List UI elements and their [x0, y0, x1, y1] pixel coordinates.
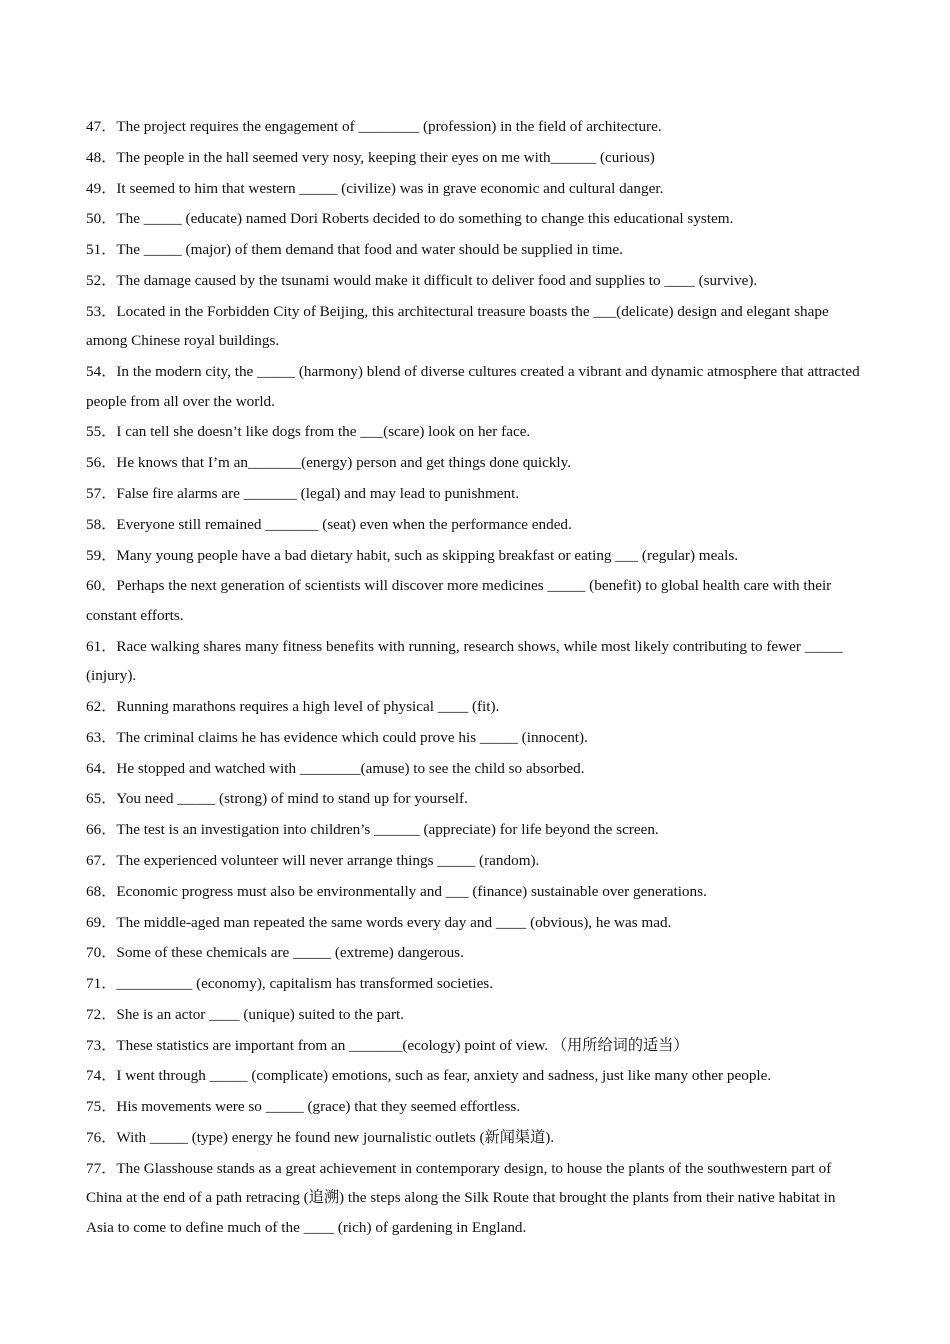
question-text: The Glasshouse stands as a great achievement in contemporary design, to house the plants of the southwestern part of China at the end of a path retracing (追溯) the steps along the Silk Route that brought the plants from their native habitat in Asia to come to define much of the ____ (rich) of gardening in England. [86, 1159, 836, 1236]
question-text: He knows that I’m an_______(energy) person and get things done quickly. [116, 454, 572, 472]
question-text: Located in the Forbidden City of Beijing, this architectural treasure boasts the ___(delicate) design and elegant shape among Chinese royal buildings. [86, 302, 829, 350]
question-item [86, 143, 866, 173]
question-number: 59． [86, 546, 117, 564]
question-item [86, 112, 866, 142]
question-text: __________ (economy), capitalism has transformed societies. [116, 975, 494, 993]
question-number: 68． [86, 882, 117, 900]
question-number: 61． [86, 637, 117, 655]
question-item [86, 1000, 866, 1030]
question-text: Race walking shares many fitness benefits with running, research shows, while most likely contributing to fewer _____ (injury). [86, 637, 843, 685]
question-item [86, 510, 866, 540]
question-number: 53． [86, 302, 117, 320]
question-text: His movements were so _____ (grace) that they seemed effortless. [116, 1098, 521, 1116]
question-number: 76． [86, 1129, 117, 1147]
question-number: 56． [86, 454, 117, 472]
question-number: 58． [86, 515, 117, 533]
question-item [86, 815, 866, 845]
question-item [86, 846, 866, 876]
question-number: 60． [86, 577, 117, 595]
question-number: 49． [86, 179, 117, 197]
question-text: The _____ (educate) named Dori Roberts decided to do something to change this educational system. [116, 210, 734, 228]
question-number: 77． [86, 1159, 117, 1177]
question-number: 63． [86, 728, 117, 746]
question-text: He stopped and watched with ________(amuse) to see the child so absorbed. [116, 759, 585, 777]
question-item [86, 479, 866, 509]
question-number: 51． [86, 241, 117, 259]
question-text: Running marathons requires a high level of physical ____ (fit). [116, 698, 500, 716]
question-item [86, 908, 866, 938]
question-text: The test is an investigation into children’s ______ (appreciate) for life beyond the screen. [116, 821, 659, 839]
question-text: I can tell she doesn’t like dogs from the ___(scare) look on her face. [116, 423, 531, 441]
question-number: 57． [86, 485, 117, 502]
question-item [86, 754, 866, 784]
question-item [86, 235, 866, 265]
question-number: 50． [86, 210, 117, 228]
question-text: The damage caused by the tsunami would make it difficult to deliver food and supplies to ____ (survive). [116, 271, 758, 289]
question-item [86, 1154, 866, 1243]
question-item [86, 1092, 866, 1122]
question-number: 65． [86, 790, 117, 808]
question-number: 54． [86, 363, 117, 381]
question-number: 48． [86, 148, 117, 166]
question-text: Perhaps the next generation of scientists will discover more medicines _____ (benefit) to global health care with their constant efforts. [86, 577, 832, 624]
question-number: 75． [86, 1098, 117, 1116]
question-item [86, 417, 866, 447]
question-item [86, 266, 866, 296]
question-text: These statistics are important from an _______(ecology) point of view. （用所给词的适当） [116, 1036, 689, 1054]
question-item [86, 938, 866, 968]
question-text: You need _____ (strong) of mind to stand up for yourself. [116, 790, 468, 808]
question-text: The criminal claims he has evidence which could prove his _____ (innocent). [116, 728, 588, 746]
question-number: 64． [86, 759, 117, 777]
question-number: 67． [86, 852, 117, 869]
question-number: 55． [86, 423, 117, 441]
question-item [86, 571, 866, 630]
question-item [86, 692, 866, 722]
question-text: Everyone still remained _______ (seat) even when the performance ended. [116, 515, 572, 533]
question-item [86, 357, 866, 416]
question-item [86, 1061, 866, 1091]
question-text: Some of these chemicals are _____ (extreme) dangerous. [116, 944, 464, 962]
question-item [86, 297, 866, 356]
question-text: In the modern city, the _____ (harmony) blend of diverse cultures created a vibrant and dynamic atmosphere that attracted people from all over the world. [86, 363, 860, 410]
question-number: 70． [86, 944, 117, 962]
question-number: 72． [86, 1005, 117, 1023]
question-number: 74． [86, 1067, 117, 1085]
worksheet-page [86, 112, 866, 1244]
question-text: With _____ (type) energy he found new journalistic outlets (新闻渠道). [116, 1129, 555, 1147]
question-number: 69． [86, 913, 117, 931]
question-text: The _____ (major) of them demand that food and water should be supplied in time. [116, 241, 623, 259]
question-text: Many young people have a bad dietary habit, such as skipping breakfast or eating ___ (regular) meals. [116, 546, 739, 564]
question-text: I went through _____ (complicate) emotions, such as fear, anxiety and sadness, just like many other people. [116, 1067, 772, 1085]
question-item [86, 784, 866, 814]
question-item [86, 723, 866, 753]
question-number: 73． [86, 1036, 117, 1054]
question-text: The experienced volunteer will never arrange things _____ (random). [116, 852, 540, 869]
question-item [86, 174, 866, 204]
question-item [86, 541, 866, 571]
question-text: Economic progress must also be environmentally and ___ (finance) sustainable over generations. [116, 882, 707, 900]
question-number: 66． [86, 821, 117, 839]
question-text: The project requires the engagement of ________ (profession) in the field of architecture. [116, 118, 662, 135]
question-number: 62． [86, 698, 117, 716]
question-number: 47． [86, 118, 117, 135]
question-item [86, 448, 866, 478]
question-text: The people in the hall seemed very nosy, keeping their eyes on me with______ (curious) [116, 148, 655, 166]
question-text: She is an actor ____ (unique) suited to the part. [116, 1005, 405, 1023]
question-text: False fire alarms are _______ (legal) and may lead to punishment. [116, 485, 520, 502]
question-number: 71． [86, 975, 117, 993]
question-item [86, 877, 866, 907]
question-item [86, 1031, 866, 1061]
question-text: It seemed to him that western _____ (civilize) was in grave economic and cultural danger. [116, 179, 664, 197]
question-item [86, 204, 866, 234]
question-item [86, 969, 866, 999]
question-item [86, 632, 866, 691]
question-number: 52． [86, 271, 117, 289]
question-item [86, 1123, 866, 1153]
question-text: The middle-aged man repeated the same words every day and ____ (obvious), he was mad. [116, 913, 672, 931]
